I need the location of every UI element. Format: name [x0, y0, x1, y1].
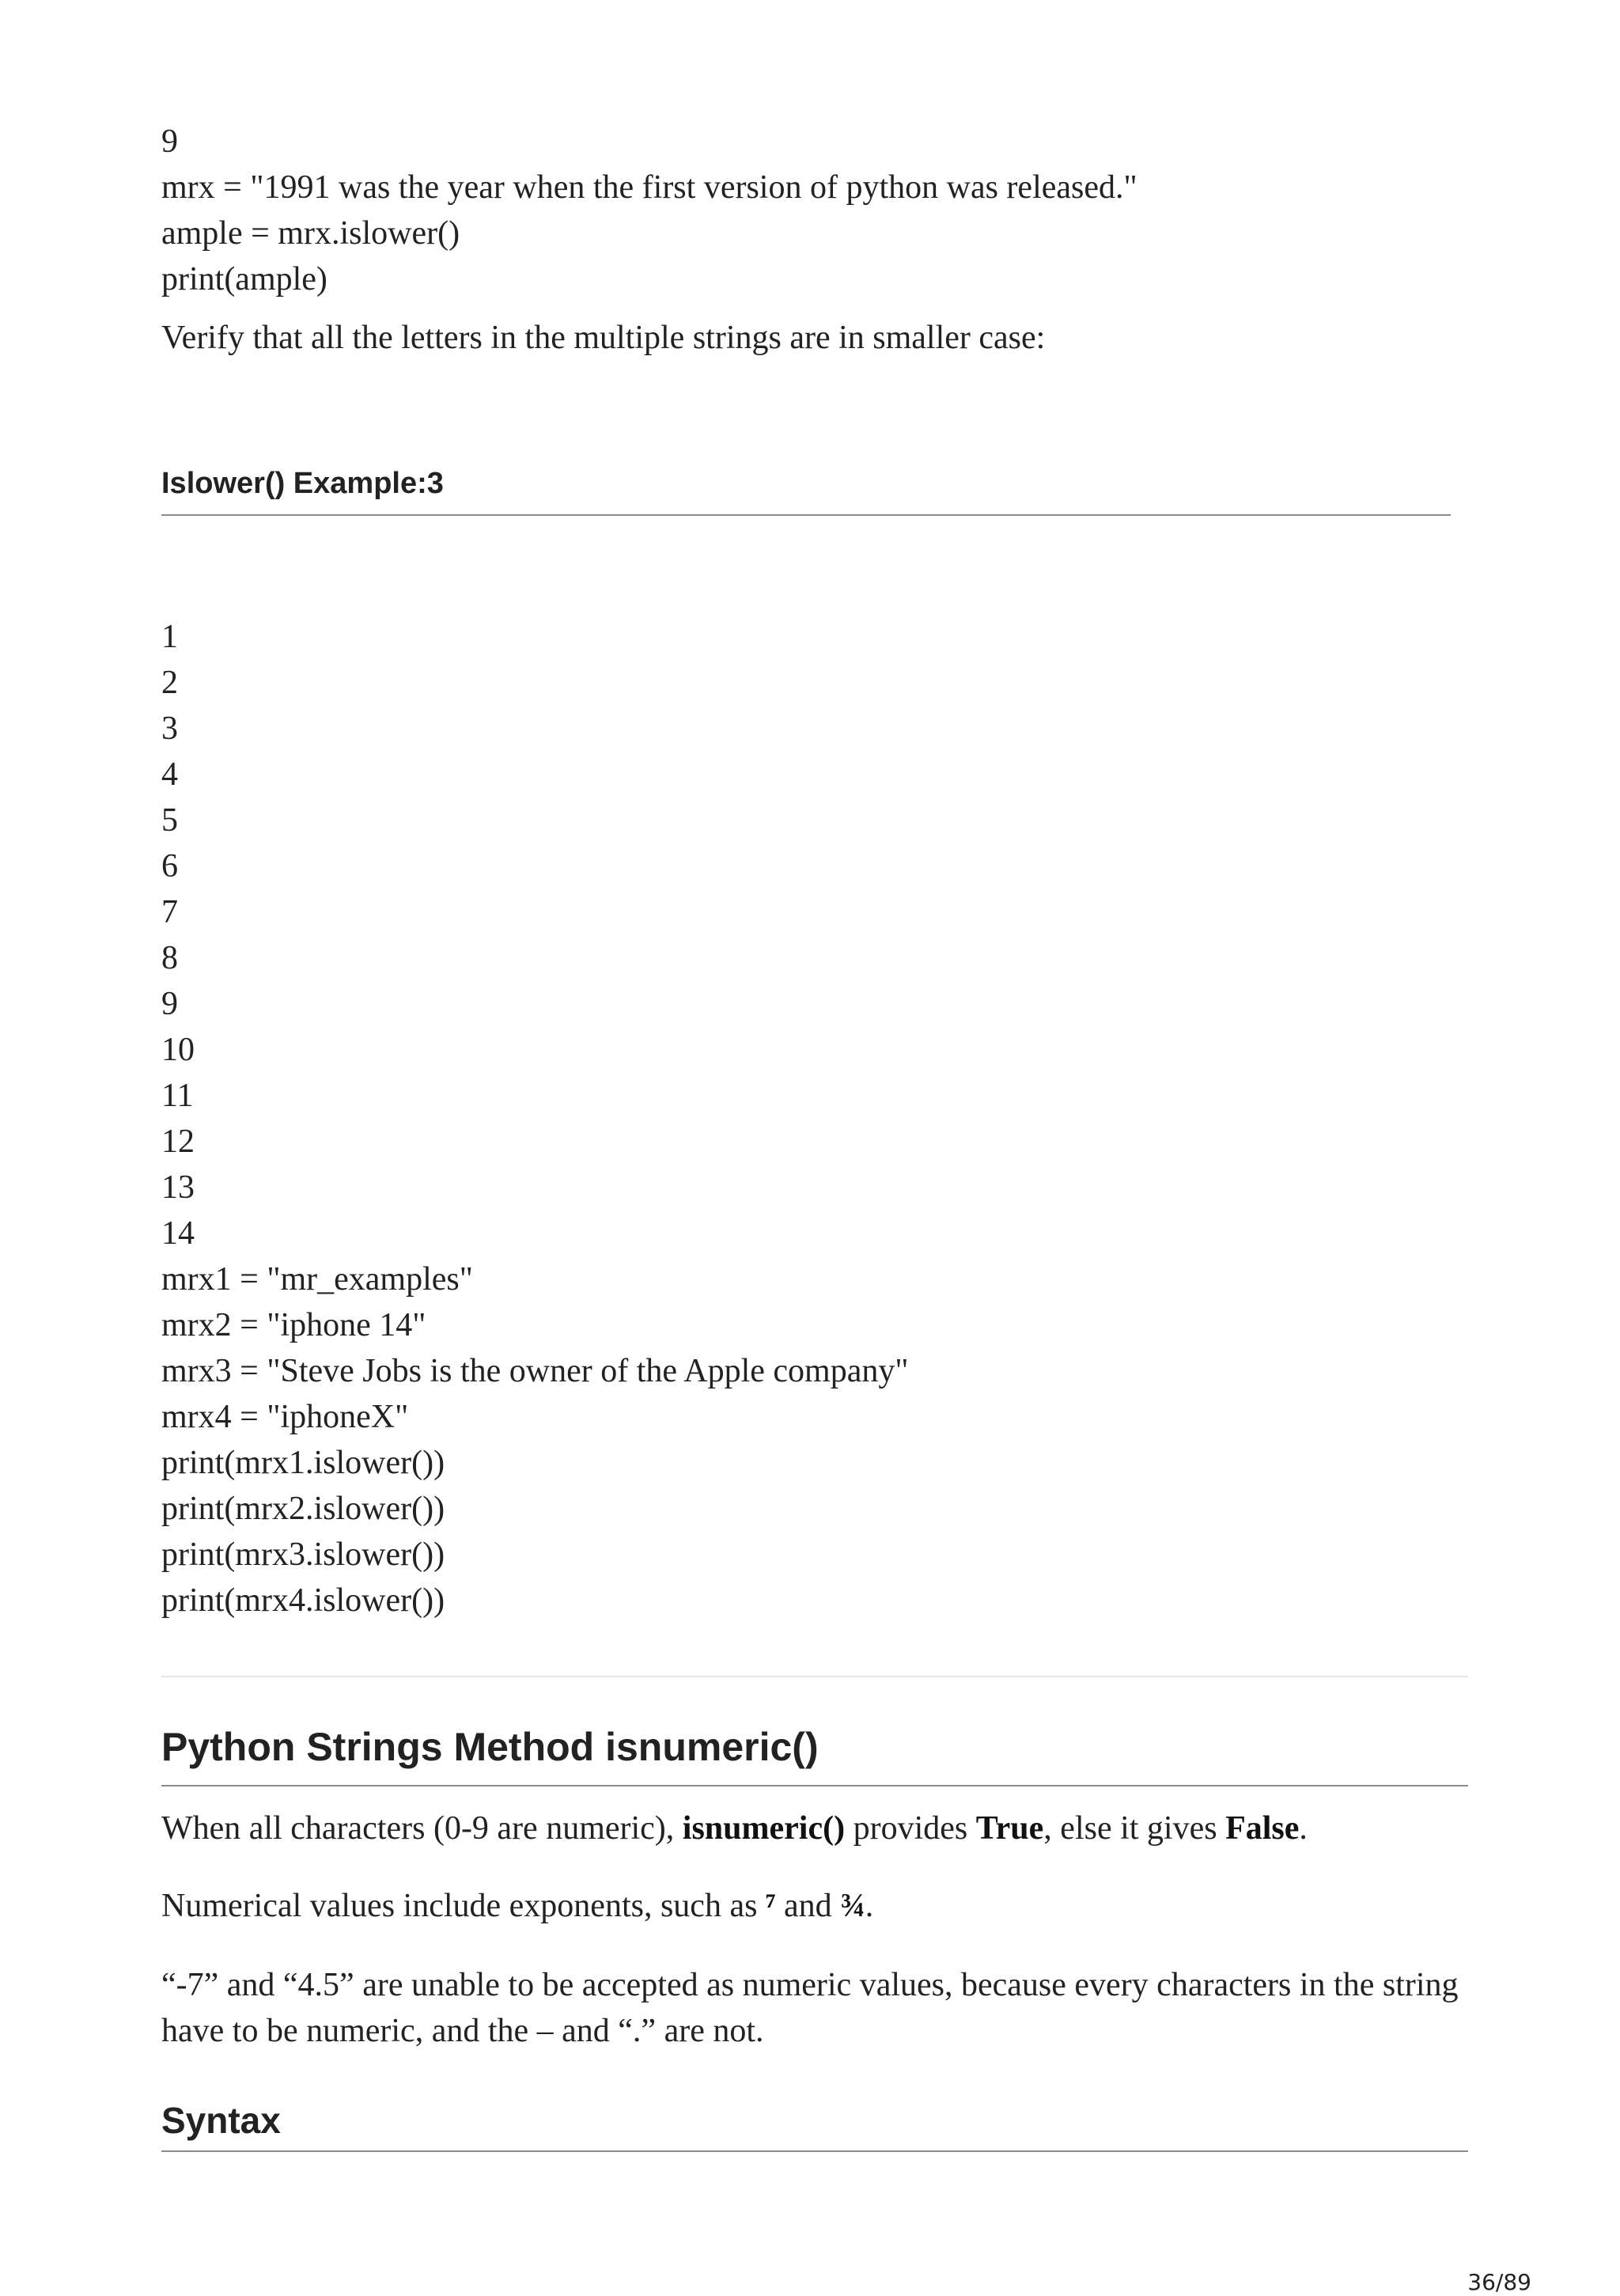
- code-line: mrx1 = "mr_examples": [161, 1261, 473, 1298]
- section-divider: [161, 1676, 1468, 1677]
- section-title: Python Strings Method isnumeric(): [161, 1725, 819, 1769]
- page-number: 36/89: [1467, 2269, 1531, 2295]
- example-heading-rule: [161, 514, 1451, 516]
- line-number: 7: [161, 894, 178, 930]
- intro-paragraph: Verify that all the letters in the multiple strings are in smaller case:: [161, 320, 1046, 356]
- paragraph-negative-decimal: “-7” and “4.5” are unable to be accepted as numeric values, because every characters in the string have to be numeric, and the – and “.” are not.: [161, 1967, 1459, 2049]
- code-line: mrx2 = "iphone 14": [161, 1307, 426, 1343]
- example-code-block: [161, 614, 909, 1623]
- line-number: 9: [161, 986, 178, 1022]
- line-number: 5: [161, 802, 178, 839]
- syntax-heading: Syntax: [161, 2100, 281, 2141]
- code-line: mrx = "1991 was the year when the first version of python was released.": [161, 169, 1137, 206]
- line-number: 3: [161, 710, 178, 747]
- line-number: 14: [161, 1215, 195, 1252]
- paragraph-exponents: [161, 1883, 1468, 1929]
- line-number: 8: [161, 940, 178, 976]
- code-line: print(ample): [161, 261, 327, 297]
- bold-term: True: [975, 1810, 1044, 1847]
- code-line: mrx4 = "iphoneX": [161, 1399, 409, 1435]
- line-number: 4: [161, 756, 178, 793]
- code-line: ample = mrx.islower(): [161, 215, 460, 252]
- paragraph-isnumeric-definition: [161, 1805, 1468, 1851]
- line-number: 11: [161, 1078, 194, 1114]
- example-heading: Islower() Example:3: [161, 467, 444, 500]
- line-number: 6: [161, 848, 178, 885]
- syntax-heading-rule: [161, 2150, 1468, 2152]
- paragraph-text: Numerical values include exponents, such as: [161, 1888, 766, 1924]
- line-number: 12: [161, 1123, 195, 1160]
- paragraph-text: , else it gives: [1043, 1810, 1226, 1847]
- paragraph-text: When all characters (0-9 are numeric),: [161, 1810, 683, 1847]
- code-line: print(mrx1.islower()): [161, 1445, 445, 1481]
- bold-term: isnumeric(): [682, 1810, 846, 1847]
- bold-term: False: [1225, 1810, 1300, 1847]
- bold-term: ⁷: [765, 1888, 776, 1924]
- bold-term: ¾: [840, 1888, 865, 1924]
- paragraph-text: .: [865, 1888, 874, 1924]
- line-number: 1: [161, 619, 178, 655]
- line-number: 13: [161, 1169, 195, 1206]
- code-line: mrx3 = "Steve Jobs is the owner of the Apple company": [161, 1353, 909, 1389]
- code-line: print(mrx4.islower()): [161, 1582, 445, 1619]
- paragraph-text: provides: [845, 1810, 976, 1847]
- code-line: 9: [161, 123, 178, 160]
- paragraph-text: .: [1299, 1810, 1308, 1847]
- line-number: 10: [161, 1032, 195, 1068]
- code-line: print(mrx2.islower()): [161, 1491, 445, 1527]
- code-line: print(mrx3.islower()): [161, 1536, 445, 1573]
- section-title-rule: [161, 1785, 1468, 1786]
- paragraph-text: and: [775, 1888, 841, 1924]
- line-number: 2: [161, 665, 178, 701]
- code-block-top: [161, 119, 1137, 302]
